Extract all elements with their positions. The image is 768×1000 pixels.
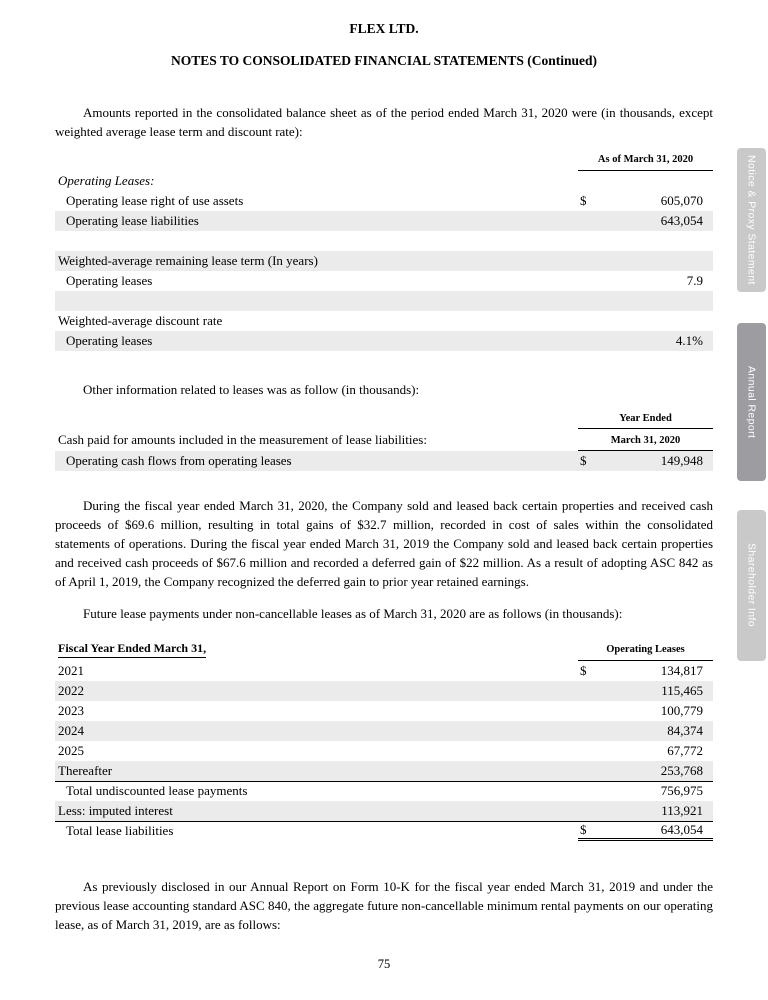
row-amount: 7.9: [686, 272, 703, 288]
table-row-total: [55, 821, 713, 841]
row-amount: 115,465: [661, 682, 703, 698]
row-label: Cash paid for amounts included in the measurement of lease liabilities:: [58, 432, 427, 448]
table-row: [55, 761, 713, 781]
tab-shareholder-info[interactable]: Shareholder Info: [737, 510, 766, 661]
row-label: 2024: [58, 722, 84, 738]
paragraph-balance-sheet-intro: Amounts reported in the consolidated balance sheet as of the period ended March 31, 2020 were (in thousands, except weighted average lease term and discount rate):: [55, 104, 713, 139]
balance-table-header-row: [55, 154, 713, 171]
cash-table-header-row-2: [55, 432, 713, 451]
table-row-spacer: [55, 231, 713, 251]
row-label: 2021: [58, 662, 84, 678]
row-label: Thereafter: [58, 762, 113, 778]
row-label: Operating leases: [66, 332, 153, 348]
row-label: Weighted-average discount rate: [58, 312, 223, 328]
row-amount: [578, 171, 713, 191]
row-amount: [578, 251, 713, 271]
paragraph-future-lease-intro: Future lease payments under non-cancellable leases as of March 31, 2020 are as follows (in thousands):: [83, 605, 623, 621]
company-title: FLEX LTD.: [349, 21, 419, 36]
paragraph-other-information: Other information related to leases was as follow (in thousands):: [83, 381, 420, 397]
table-row: [55, 251, 713, 271]
page-subtitle: NOTES TO CONSOLIDATED FINANCIAL STATEMENTS (Continued): [171, 52, 597, 68]
row-amount: 113,921: [661, 802, 703, 818]
table-row-subtotal: [55, 781, 713, 801]
table-row: [55, 701, 713, 721]
table-row: [55, 721, 713, 741]
paragraph-sale-leaseback: During the fiscal year ended March 31, 2020, the Company sold and leased back certain properties and received cash proceeds of $69.6 million, resulting in total gains of $32.7 million, recorded in cost of sales within the consolidated statements of operations. During the fiscal year ended March 31, 2019 the Company sold and leased back certain properties and received cash proceeds of $67.6 million and recorded a deferred gain of $22 million. As a result of adopting ASC 842 as of April 1, 2019, the Company recognized the deferred gain to prior year retained earnings.: [55, 498, 713, 589]
table-row-spacer: [55, 291, 713, 311]
document-page: [55, 0, 713, 934]
row-label: 2025: [58, 742, 84, 758]
paragraph-asc840-disclosure: As previously disclosed in our Annual Report on Form 10-K for the fiscal year ended March 31, 2019 and under the previous lease accounting standard ASC 840, the aggregate future non-cancellable minimum rental payments on our operating lease, as of March 31, 2019, are as follows:: [55, 878, 713, 932]
row-amount: [578, 311, 713, 331]
tab-notice-proxy-statement[interactable]: Notice & Proxy Statement: [737, 148, 766, 292]
page-number: 75: [377, 957, 391, 971]
column-header-date: March 31, 2020: [578, 435, 713, 452]
row-amount: 643,054: [660, 212, 703, 228]
column-header-operating-leases: Operating Leases: [578, 644, 713, 661]
row-label: 2022: [58, 682, 84, 698]
future-table-header-row: [55, 640, 713, 660]
column-header-fiscal-year: Fiscal Year Ended March 31,: [58, 641, 206, 657]
row-amount: 253,768: [660, 762, 703, 778]
row-amount: $ 149,948: [580, 453, 703, 469]
row-label: Total undiscounted lease payments: [66, 783, 248, 799]
tab-annual-report[interactable]: Annual Report: [737, 323, 766, 481]
cash-paid-table: [55, 413, 713, 472]
row-label: Operating cash flows from operating leases: [66, 453, 292, 469]
row-label: Operating leases: [66, 272, 153, 288]
table-row: [55, 801, 713, 821]
cash-table-header-row-1: [55, 413, 713, 430]
row-amount: 4.1%: [675, 332, 703, 348]
column-header-as-of-date: As of March 31, 2020: [578, 154, 713, 171]
row-amount: 756,975: [660, 783, 703, 799]
table-row: [55, 741, 713, 761]
table-row: [55, 331, 713, 351]
future-lease-payments-table: [55, 640, 713, 840]
row-label: Operating Leases:: [58, 172, 155, 188]
table-row: [55, 681, 713, 701]
row-amount: $ 605,070: [580, 192, 703, 208]
table-row: [55, 311, 713, 331]
row-label: Less: imputed interest: [58, 802, 173, 818]
table-row: [55, 191, 713, 211]
row-label: Operating lease liabilities: [66, 212, 199, 228]
table-row: [55, 171, 713, 191]
table-row: [55, 451, 713, 471]
row-amount: $ 643,054: [578, 822, 713, 841]
row-amount: 67,772: [667, 742, 703, 758]
table-row: [55, 271, 713, 291]
row-amount: 100,779: [660, 702, 703, 718]
row-label: Operating lease right of use assets: [66, 192, 244, 208]
row-label: Weighted-average remaining lease term (In years): [58, 252, 318, 268]
balance-sheet-table: [55, 154, 713, 351]
table-row: [55, 661, 713, 681]
table-row: [55, 211, 713, 231]
row-amount: $ 134,817: [580, 662, 703, 678]
row-label: 2023: [58, 702, 84, 718]
row-amount: 84,374: [667, 722, 703, 738]
row-label: Total lease liabilities: [66, 823, 174, 839]
column-header-year-ended: Year Ended: [578, 413, 713, 430]
